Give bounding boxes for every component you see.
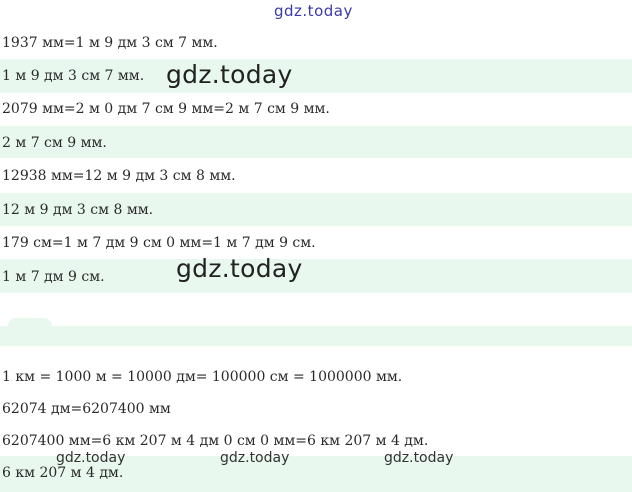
solution-row [0,96,632,124]
solution-line: 1937 мм=1 м 9 дм 3 см 7 мм. [2,35,218,51]
solution-line: 2079 мм=2 м 0 дм 7 см 9 мм=2 м 7 см 9 мм. [2,101,330,117]
solution-row [0,162,632,190]
solution-row [0,362,632,390]
answer-row [0,259,632,293]
solution-line: 179 см=1 м 7 дм 9 см 0 мм=1 м 7 дм 9 см. [2,235,316,251]
answer-line: 1 м 7 дм 9 см. [2,269,105,285]
solution-line: 1 км = 1000 м = 10000 дм= 100000 см = 1000000 мм. [2,369,403,385]
answer-row [0,193,632,226]
watermark-top: gdz.today [274,2,353,20]
answer-row [0,59,632,93]
watermark-big: gdz.today [176,254,303,283]
answer-line: 12 м 9 дм 3 см 8 мм. [2,202,154,218]
section-divider [0,326,632,346]
solution-line: 62074 дм=6207400 мм [2,401,171,417]
watermark-small: gdz.today [220,450,290,466]
answer-line: 6 км 207 м 4 дм. [2,465,124,481]
solution-row [0,394,632,422]
answer-line: 2 м 7 см 9 мм. [2,135,107,151]
watermark-small: gdz.today [384,450,454,466]
solution-row [0,30,632,58]
answer-line: 1 м 9 дм 3 см 7 мм. [2,68,145,84]
watermark-big: gdz.today [166,60,293,89]
answer-row [0,126,632,158]
solution-line: 6207400 мм=6 км 207 м 4 дм 0 см 0 мм=6 км 207 м 4 дм. [2,433,429,449]
solution-line: 12938 мм=12 м 9 дм 3 см 8 мм. [2,168,236,184]
watermark-small: gdz.today [56,450,126,466]
solution-row [0,229,632,257]
